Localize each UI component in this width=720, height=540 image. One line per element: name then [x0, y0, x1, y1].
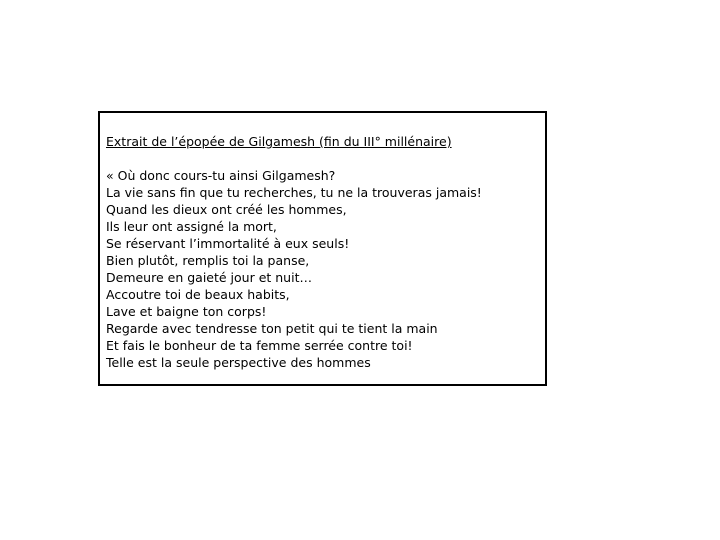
poem-line: Quand les dieux ont créé les hommes, — [106, 202, 347, 217]
poem-line: Demeure en gaieté jour et nuit… — [106, 270, 312, 285]
poem-line: Ils leur ont assigné la mort, — [106, 219, 277, 234]
poem-line: Telle est la seule perspective des hommes — [106, 355, 371, 370]
poem-line: Accoutre toi de beaux habits, — [106, 287, 290, 302]
poem-line: Lave et baigne ton corps! — [106, 304, 267, 319]
poem-line: « Où donc cours-tu ainsi Gilgamesh? — [106, 168, 336, 183]
poem-line: La vie sans fin que tu recherches, tu ne la trouveras jamais! — [106, 185, 482, 200]
poem-text — [106, 167, 545, 371]
poem-line: Bien plutôt, remplis toi la panse, — [106, 253, 310, 268]
text-box — [98, 111, 547, 386]
poem-line: Et fais le bonheur de ta femme serrée contre toi! — [106, 338, 413, 353]
poem-line: Regarde avec tendresse ton petit qui te tient la main — [106, 321, 438, 336]
poem-line: Se réservant l’immortalité à eux seuls! — [106, 236, 350, 251]
document-title: Extrait de l’épopée de Gilgamesh (fin du III° millénaire) — [106, 134, 452, 149]
